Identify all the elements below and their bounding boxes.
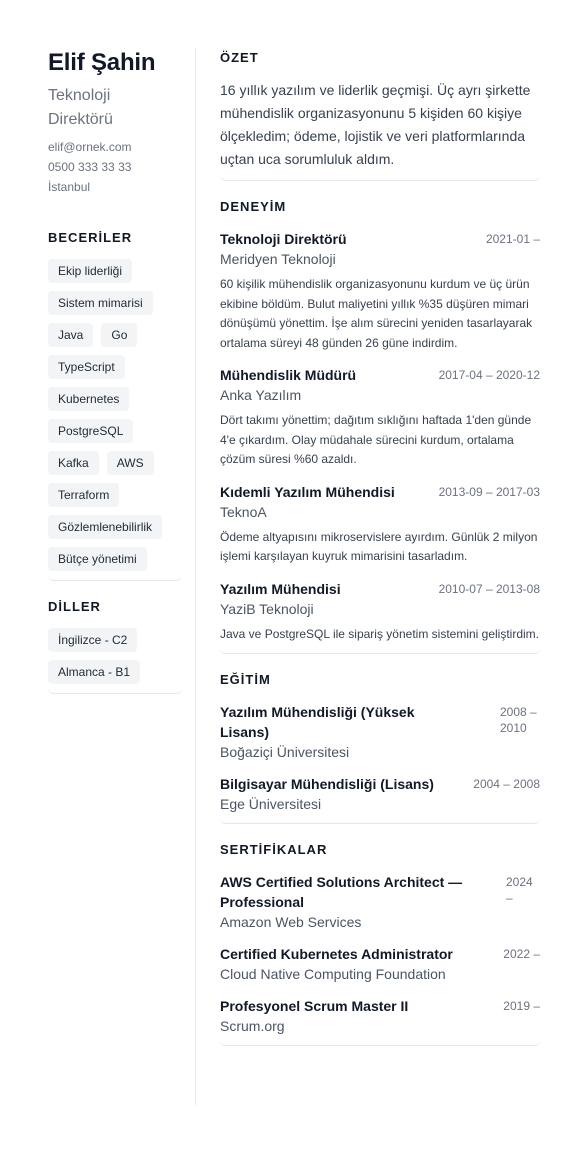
profile-title [48, 84, 182, 132]
experience-heading: DENEYİM [220, 199, 287, 214]
school-name: Boğaziçi Üniversitesi [220, 744, 350, 760]
skill-tag: Go [101, 323, 137, 347]
profile-title-line-1: Teknoloji [48, 87, 111, 104]
certifications-section [220, 840, 540, 1046]
contact-location: İstanbul [48, 180, 91, 194]
certification-date: 2024 – [506, 875, 533, 905]
skill-tag: Kubernetes [48, 387, 129, 411]
languages-list [48, 628, 182, 684]
languages-section [48, 598, 182, 694]
skill-tag: Ekip liderliği [48, 259, 132, 283]
summary-text: 16 yıllık yazılım ve liderlik geçmişi. Üç ayrı şirkette mühendislik organizasyonunu 5 kişiden 60 kişiye ölçekledim; ödeme, lojistik ve veri platformlarında uçtan uca sorumluluk aldım. [220, 82, 531, 167]
education-item [220, 702, 540, 762]
contact-info [48, 137, 182, 197]
skill-tag: AWS [107, 451, 154, 475]
job-date: 2010-07 – 2013-08 [438, 581, 540, 596]
language-tag: İngilizce - C2 [48, 628, 137, 652]
skills-heading: BECERİLER [48, 230, 133, 245]
certifications-heading: SERTİFİKALAR [220, 842, 328, 857]
certification-item [220, 872, 540, 932]
column-divider [195, 48, 196, 1105]
section-divider [220, 1036, 540, 1046]
language-tag: Almanca - B1 [48, 660, 140, 684]
languages-heading: DİLLER [48, 599, 101, 614]
skill-tag: Bütçe yönetimi [48, 547, 147, 571]
job-description: Dört takımı yönettim; dağıtım sıklığını haftada 1'den günde 4'e çıkardım. Olay müdahale sürecini kurdum, ortalama çözüm süresi %60 azaldı. [220, 413, 532, 466]
skills-section [48, 229, 182, 581]
profile-name: Elif Şahin [48, 49, 156, 76]
certification-title: AWS Certified Solutions Architect — Professional [220, 874, 463, 910]
contact-phone: 0500 333 33 33 [48, 160, 132, 174]
job-date: 2013-09 – 2017-03 [438, 484, 540, 499]
skill-tag: PostgreSQL [48, 419, 133, 443]
skill-tag: Terraform [48, 483, 119, 507]
summary-section [220, 48, 540, 181]
job-title: Teknoloji Direktörü [220, 231, 347, 247]
section-divider [220, 644, 540, 654]
certification-issuer: Scrum.org [220, 1018, 285, 1034]
certification-item [220, 996, 540, 1036]
certification-title: Profesyonel Scrum Master II [220, 998, 409, 1014]
certification-item [220, 944, 540, 984]
job-title: Yazılım Mühendisi [220, 580, 341, 597]
section-divider [48, 684, 182, 694]
skill-tag: Gözlemlenebilirlik [48, 515, 162, 539]
certification-date: 2019 – [503, 999, 540, 1013]
skill-tag: Kafka [48, 451, 99, 475]
job-date: 2021-01 – [485, 232, 540, 246]
education-date: 2004 – 2008 [473, 777, 540, 791]
job-description: Java ve PostgreSQL ile sipariş yönetim sistemini geliştirdim. [220, 626, 540, 641]
contact-email[interactable]: elif@ornek.com [48, 140, 132, 154]
skills-list [48, 259, 182, 571]
certification-issuer: Amazon Web Services [220, 914, 362, 930]
sidebar [48, 48, 182, 694]
main-content [220, 48, 540, 1046]
experience-item [220, 365, 540, 470]
job-description: 60 kişilik mühendislik organizasyonunu kurdum ve üç ürün ekibine böldüm. Bulut maliyetini yıllık %35 düşüren mimari dönüşümü yönettim. İşe alım sürecini yeniden tasarlayarak ortalama süreyi 48 günden 26 güne indirdim. [220, 277, 533, 350]
job-description: Ödeme altyapısını mikroservislere ayırdım. Günlük 2 milyon işlemi karşılayan kuyruk mimarisini tasarladım. [220, 529, 538, 563]
job-title: Mühendislik Müdürü [220, 367, 357, 383]
experience-section [220, 197, 540, 654]
skill-tag: TypeScript [48, 355, 125, 379]
education-heading: EĞİTİM [220, 672, 271, 687]
section-divider [220, 171, 540, 181]
company-name: TeknoA [220, 503, 267, 520]
company-name: Anka Yazılım [220, 387, 302, 403]
education-date: 2008 – 2010 [500, 705, 537, 735]
school-name: Ege Üniversitesi [220, 796, 322, 812]
education-item [220, 774, 540, 814]
skill-tag: Java [48, 323, 93, 347]
degree-title: Bilgisayar Mühendisliği (Lisans) [220, 776, 434, 792]
skill-tag: Sistem mimarisi [48, 291, 153, 315]
degree-title: Yazılım Mühendisliği (Yüksek Lisans) [220, 704, 415, 740]
job-title: Kıdemli Yazılım Mühendisi [220, 483, 395, 500]
certification-issuer: Cloud Native Computing Foundation [220, 966, 446, 982]
section-divider [220, 814, 540, 824]
experience-item [220, 579, 540, 645]
summary-heading: ÖZET [220, 50, 259, 65]
certification-date: 2022 – [503, 947, 540, 961]
section-divider [48, 571, 182, 581]
experience-item [220, 482, 540, 567]
certification-title: Certified Kubernetes Administrator [220, 946, 453, 962]
company-name: Meridyen Teknoloji [220, 251, 336, 267]
job-date: 2017-04 – 2020-12 [438, 368, 540, 382]
education-section [220, 670, 540, 824]
company-name: YaziB Teknoloji [220, 600, 314, 617]
experience-item [220, 229, 540, 353]
profile-title-line-2: Direktörü [48, 111, 113, 128]
